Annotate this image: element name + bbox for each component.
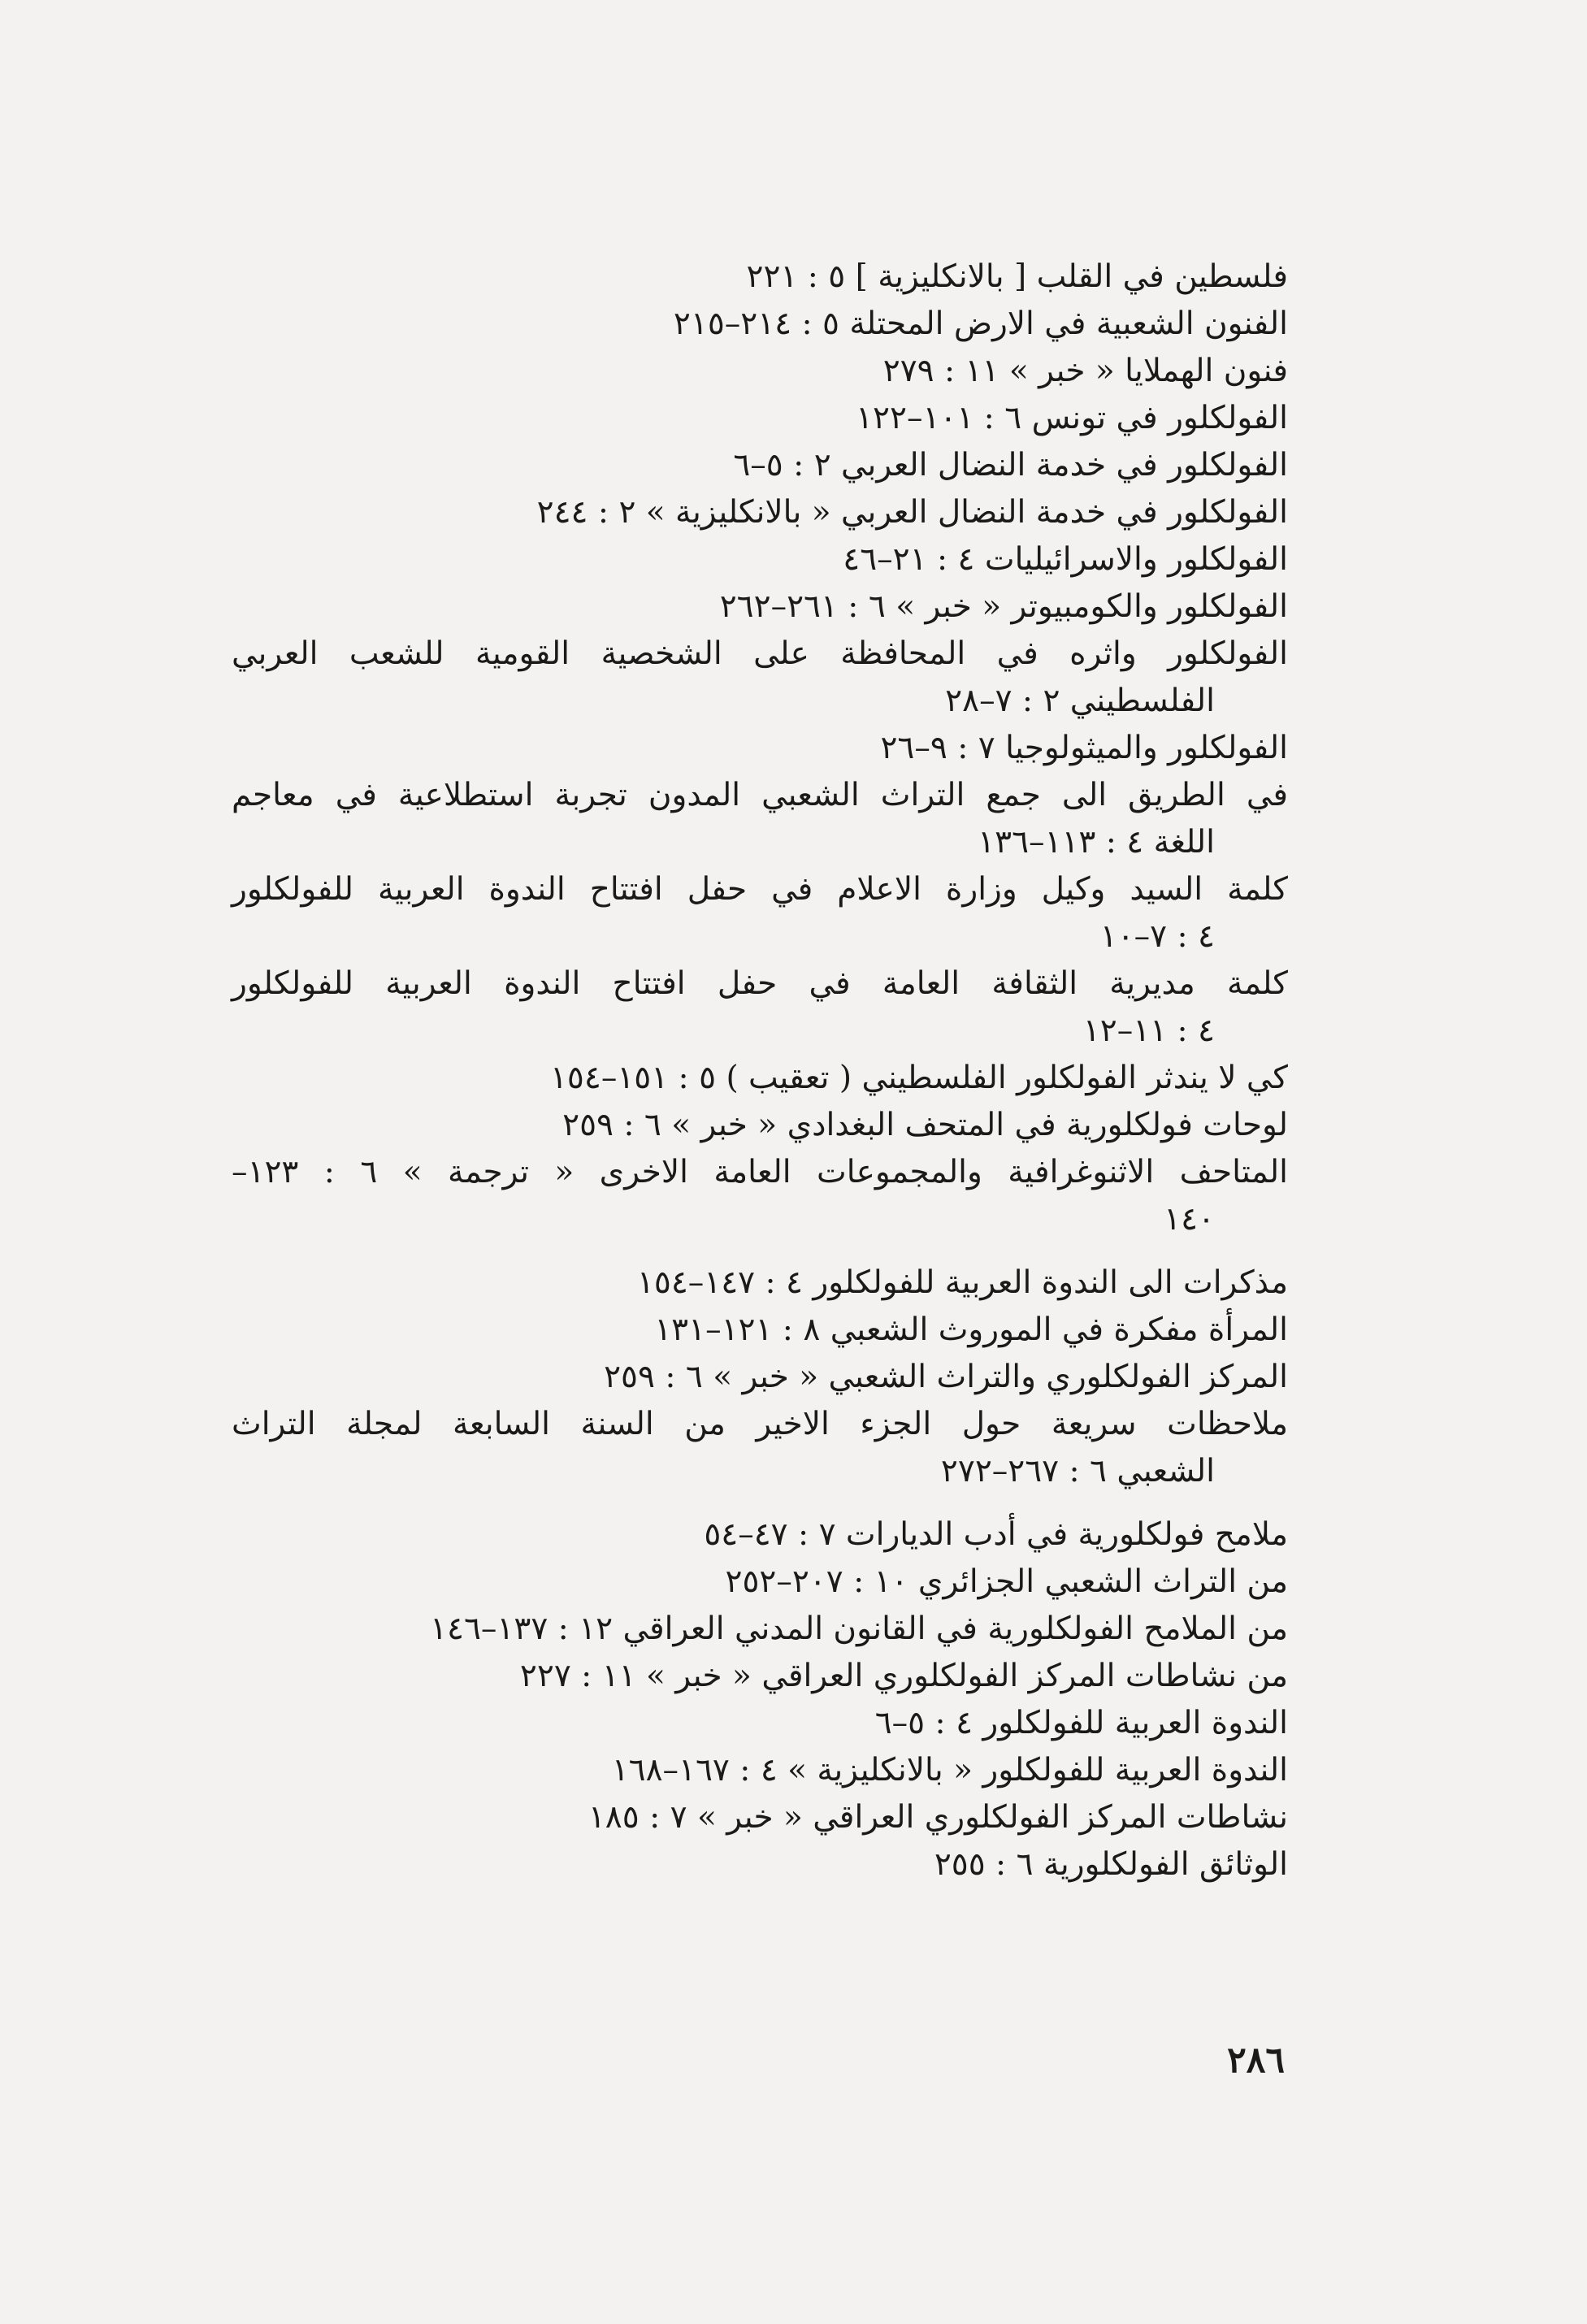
index-entry: فلسطين في القلب [ بالانكليزية ] ٥ : ٢٢١ [746,258,1288,295]
index-entry: الفولكلور في خدمة النضال العربي ٢ : ٥–٦ [733,447,1288,483]
index-entry-continuation: ٤ : ١١–١٢ [1082,1012,1215,1049]
index-entry: المركز الفولكلوري والتراث الشعبي « خبر » ٦ : ٢٥٩ [604,1359,1288,1395]
index-entry: الوثائق الفولكلورية ٦ : ٢٥٥ [934,1846,1288,1883]
index-entry: مذكرات الى الندوة العربية للفولكلور ٤ : ١٤٧–١٥٤ [636,1264,1288,1301]
index-entry-continuation: اللغة ٤ : ١١٣–١٣٦ [978,824,1215,861]
index-entry: الفولكلور والاسرائيليات ٤ : ٢١–٤٦ [843,541,1288,578]
index-entry: كلمة السيد وكيل وزارة الاعلام في حفل افتتاح الندوة العربية للفولكلور [232,871,1288,908]
index-entry-continuation: ٤ : ٧–١٠ [1099,918,1215,955]
index-entry: كي لا يندثر الفولكلور الفلسطيني ( تعقيب ) ٥ : ١٥١–١٥٤ [549,1060,1288,1096]
index-entry: ملامح فولكلورية في أدب الديارات ٧ : ٤٧–٥٤ [704,1516,1288,1553]
index-entry: الفولكلور في خدمة النضال العربي « بالانكليزية » ٢ : ٢٤٤ [536,494,1288,531]
index-entry: نشاطات المركز الفولكلوري العراقي « خبر » ٧ : ١٨٥ [588,1799,1288,1836]
index-entry: الفنون الشعبية في الارض المحتلة ٥ : ٢١٤–٢١٥ [673,306,1288,342]
index-entry: الفولكلور واثره في المحافظة على الشخصية القومية للشعب العربي [232,635,1288,672]
index-entry-continuation: الفلسطيني ٢ : ٧–٢٨ [945,683,1215,719]
index-entry: الفولكلور والميثولوجيا ٧ : ٩–٢٦ [880,730,1288,766]
index-entry: الفولكلور في تونس ٦ : ١٠١–١٢٢ [856,400,1288,436]
index-entry: من التراث الشعبي الجزائري ١٠ : ٢٠٧–٢٥٢ [725,1563,1288,1600]
index-entry: لوحات فولكلورية في المتحف البغدادي « خبر » ٦ : ٢٥٩ [562,1107,1288,1143]
index-entry: المرأة مفكرة في الموروث الشعبي ٨ : ١٢١–١٣١ [654,1312,1288,1348]
index-entry: من الملامح الفولكلورية في القانون المدني العراقي ١٢ : ١٣٧–١٤٦ [430,1611,1288,1647]
index-entry: الندوة العربية للفولكلور ٤ : ٥–٦ [874,1705,1288,1741]
page-number: ٢٨٦ [1227,2040,1285,2081]
index-entry-continuation: ١٤٠ [1164,1201,1215,1238]
index-entry: في الطريق الى جمع التراث الشعبي المدون تجربة استطلاعية في معاجم [232,777,1288,813]
index-entry: من نشاطات المركز الفولكلوري العراقي « خبر » ١١ : ٢٢٧ [519,1658,1288,1694]
index-entry: ملاحظات سريعة حول الجزء الاخير من السنة السابعة لمجلة التراث [232,1406,1288,1442]
index-entry: كلمة مديرية الثقافة العامة في حفل افتتاح الندوة العربية للفولكلور [232,965,1288,1002]
index-entry: المتاحف الاثنوغرافية والمجموعات العامة الاخرى « ترجمة » ٦ : ١٢٣– [232,1154,1288,1190]
index-list [232,254,1288,1888]
index-entry: الندوة العربية للفولكلور « بالانكليزية » ٤ : ١٦٧–١٦٨ [611,1752,1288,1789]
index-entry: الفولكلور والكومبيوتر « خبر » ٦ : ٢٦١–٢٦٢ [719,588,1288,625]
index-entry: فنون الهملايا « خبر » ١١ : ٢٧٩ [882,353,1288,389]
index-entry-continuation: الشعبي ٦ : ٢٦٧–٢٧٢ [940,1453,1215,1489]
